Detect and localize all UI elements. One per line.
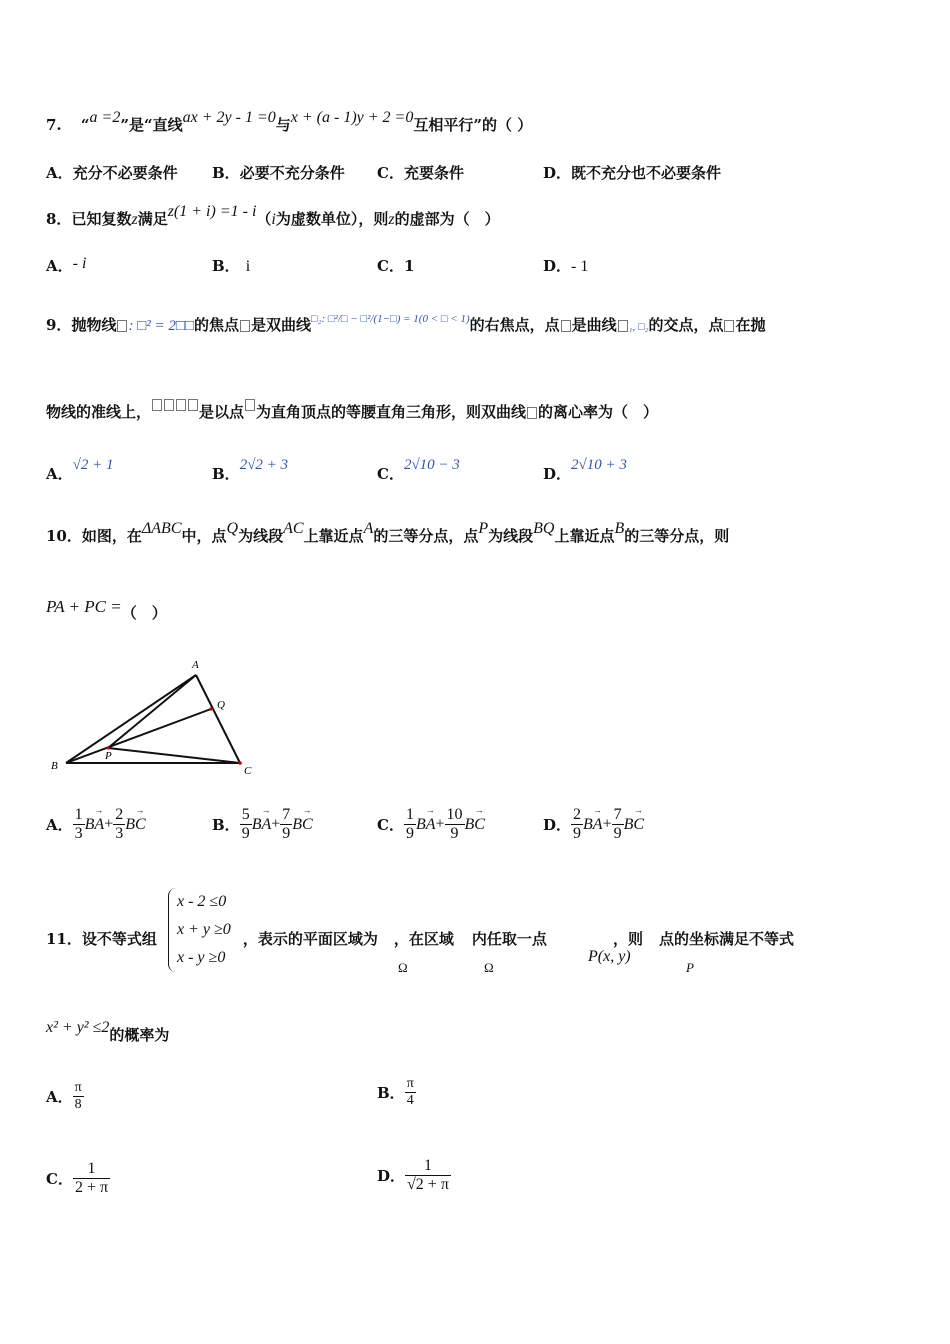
q7-option-c[interactable]: C．充要条件	[377, 164, 464, 182]
q7-text-2: 与	[275, 116, 291, 134]
segment-pc	[108, 748, 240, 763]
q11-line-1: 11．设不等式组 ，表示的平面区域为 ，在区域 内任取一点 ，则 点的坐标满足不等式	[46, 930, 794, 948]
q10-number: 10．	[46, 527, 82, 545]
q11-omega-1: Ω	[398, 960, 408, 975]
broken-glyph-icon	[527, 407, 537, 419]
q11-option-b[interactable]: B． $\frac{\pi}{4}$	[377, 1076, 414, 1108]
q9-option-b[interactable]: B．2√2 + 3	[212, 457, 289, 483]
q7-text-1: 是“直线	[128, 116, 183, 134]
broken-glyph-icon	[240, 320, 250, 332]
q9-option-c[interactable]: C．2√10 − 3	[377, 457, 460, 483]
edge-ca	[196, 675, 240, 763]
label-q: Q	[217, 699, 225, 711]
label-a: A	[192, 659, 199, 671]
q11-option-d[interactable]: D． $\frac{1}{√2 + \pi}$	[377, 1157, 449, 1193]
q11-number: 11．	[46, 930, 82, 948]
broken-glyph-icon	[117, 320, 127, 332]
broken-glyph-icon	[561, 320, 571, 332]
q11-option-a[interactable]: A． $\frac{\pi}{8}$	[46, 1080, 82, 1112]
segment-bq	[66, 709, 211, 763]
broken-glyph-icon	[245, 399, 255, 411]
q10-option-b[interactable]: B． $\frac{5}{9}$ → BA+ $\frac{7}{9}$ → BC	[212, 806, 313, 843]
q8-option-a[interactable]: A．- i	[46, 255, 87, 275]
q11-omega-2: Ω	[484, 960, 494, 975]
q7-option-a[interactable]: A．充分不必要条件	[46, 164, 178, 182]
q7-option-d[interactable]: D．既不充分也不必要条件	[543, 164, 722, 182]
q8-number: 8．	[46, 210, 72, 228]
q10-option-a[interactable]: A． $\frac{1}{3}$ → BA+ $\frac{2}{3}$ → BC	[46, 806, 146, 843]
q8-line: 8．已知复数z满足z(1 + i) =1 - i（i为虚数单位），则z的虚部为（ ）	[46, 203, 500, 228]
q7-line2-eq: x + (a - 1)y + 2 =0	[290, 109, 414, 126]
label-p: P	[105, 750, 112, 762]
q10-option-c[interactable]: C． $\frac{1}{9}$ → BA+ $\frac{10}{9}$ → BC	[377, 806, 485, 843]
q10-line-1: 10．如图，在ΔABC中，点Q为线段AC上靠近点A的三等分点，点P为线段BQ上靠近点B的三等分点，则	[46, 520, 730, 545]
q9-option-a[interactable]: A．√2 + 1	[46, 457, 114, 483]
q7-line1-eq: ax + 2y - 1 =0	[182, 109, 276, 126]
q10-option-d[interactable]: D． $\frac{2}{9}$ → BA+ $\frac{7}{9}$ → BC	[543, 806, 644, 843]
q8-option-b[interactable]: B． i	[212, 257, 251, 275]
q11-line-2: x² + y² ≤2的概率为	[46, 1019, 170, 1044]
broken-glyph-icon	[618, 320, 628, 332]
q8-option-c[interactable]: C．1	[377, 257, 415, 275]
broken-glyph-icon	[724, 320, 734, 332]
q7-number: 7.	[46, 116, 62, 134]
q9-option-d[interactable]: D．2√10 + 3	[543, 457, 627, 483]
q10-line-2: PA + PC =（ ）	[46, 597, 167, 622]
q8-option-d[interactable]: D．- 1	[543, 257, 589, 275]
label-c: C	[244, 765, 252, 777]
q11-point: P(x, y)	[588, 948, 631, 965]
q10-triangle-figure	[46, 655, 266, 780]
segment-pa	[108, 675, 196, 748]
q7-text-3: 互相平行”的（ ）	[413, 116, 533, 134]
q7-line: 7. “a =2”是“直线ax + 2y - 1 =0与x + (a - 1)y + 2 =0互相平行”的（ ）	[46, 109, 533, 134]
q7-option-b[interactable]: B．必要不充分条件	[212, 164, 345, 182]
q9-hyperbola-eq: □₂: □²/□ − □²/(1−□) = 1(0 < □ < 1)	[311, 313, 470, 325]
q9-number: 9．	[46, 316, 72, 334]
q9-line-2: 物线的准线上， 是以点 为直角顶点的等腰直角三角形，则双曲线 的离心率为（ ）	[46, 401, 658, 422]
q11-p-label: P	[686, 960, 694, 975]
label-b: B	[51, 760, 58, 772]
q9-line-1: 9．抛物线 : □² = 2□□的焦点 是双曲线$^{□_2: □^2/□ - □^2/(1-□) = 1(0 < □ < 1)}$的右焦点，点 是曲线 ₁, □₂的交点，点 在抛	[46, 313, 766, 334]
q11-inequality: x² + y² ≤2	[46, 1019, 110, 1036]
q11-option-c[interactable]: C． $\frac{1}{2 + \pi}$	[46, 1160, 109, 1196]
q8-equation: z(1 + i) =1 - i	[167, 203, 257, 220]
q11-inequality-system: x - 2 ≤0 x + y ≥0 x - y ≥0	[168, 888, 231, 972]
q7-condition: a =2	[89, 109, 121, 126]
